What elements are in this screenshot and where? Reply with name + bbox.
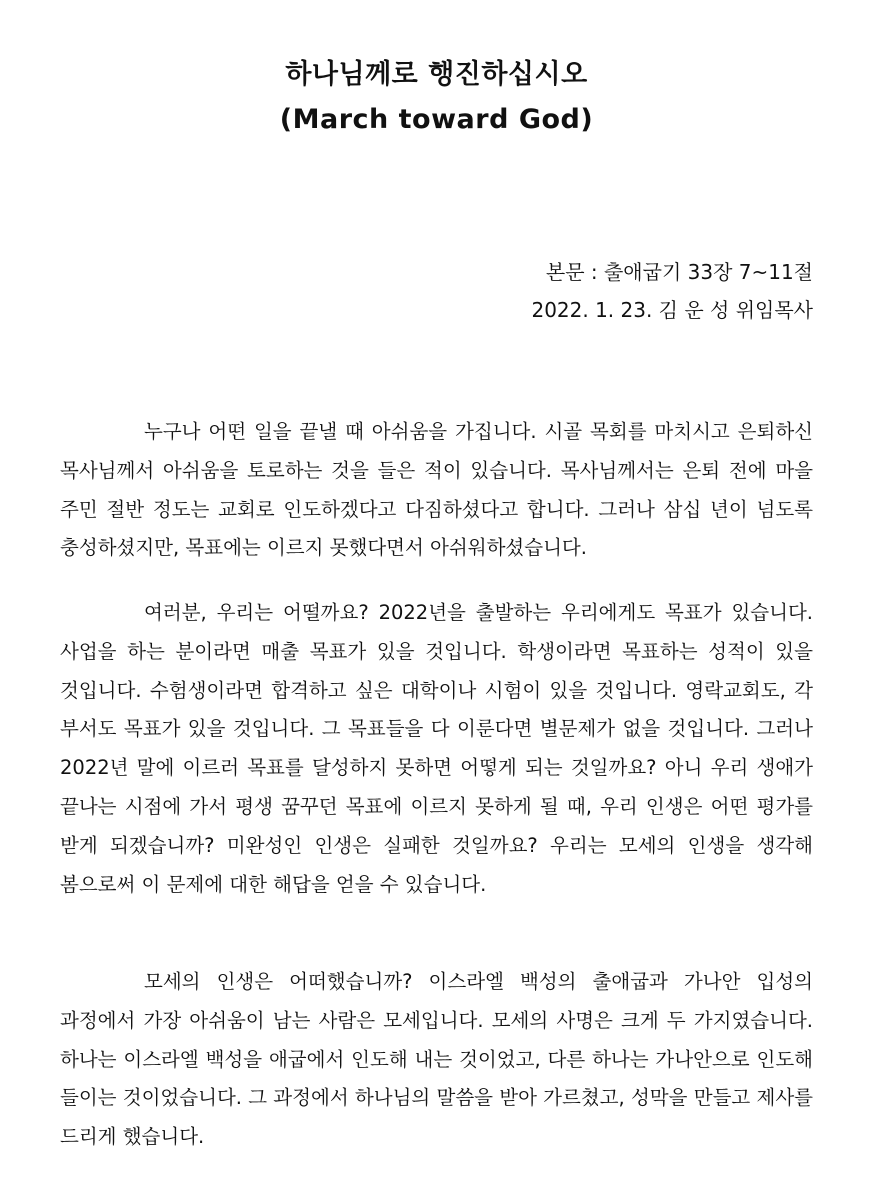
sermon-title-english: (March toward God) xyxy=(279,104,594,135)
scripture-reference: 본문 : 출애굽기 33장 7~11절 xyxy=(545,260,813,284)
paragraph-1: 누구나 어떤 일을 끝낼 때 아쉬움을 가집니다. 시골 목회를 마치시고 은퇴하신 목사님께서 아쉬움을 토로하는 것을 들은 적이 있습니다. 목사님께서는 은퇴 전에 마을 주민 절반 정도는 교회로 인도하겠다고 다짐하셨다고 합니다. 그러나 삼십 년이 넘도록 충성하셨지만, 목표에는 이르지 못했다면서 아쉬워하셨습니다. xyxy=(60,420,813,560)
sermon-title-korean: 하나님께로 행진하십시오 xyxy=(285,59,588,90)
date-and-preacher: 2022. 1. 23. 김 운 성 위임목사 xyxy=(531,298,813,322)
paragraph-3: 모세의 인생은 어떠했습니까? 이스라엘 백성의 출애굽과 가나안 입성의 과정에서 가장 아쉬움이 남는 사람은 모세입니다. 모세의 사명은 크게 두 가지였습니다. 하나는 이스라엘 백성을 애굽에서 인도해 내는 것이었고, 다른 하나는 가나안으로 인도해 들이는 것이었습니다. 그 과정에서 하나님의 말씀을 받아 가르쳤고, 성막을 만들고 제사를 드리게 했습니다. xyxy=(60,970,813,1149)
paragraph-2: 여러분, 우리는 어떨까요? 2022년을 출발하는 우리에게도 목표가 있습니다. 사업을 하는 분이라면 매출 목표가 있을 것입니다. 학생이라면 목표하는 성적이 있을 것입니다. 수험생이라면 합격하고 싶은 대학이나 시험이 있을 것입니다. 영락교회도, 각 부서도 목표가 있을 것입니다. 그 목표들을 다 이룬다면 별문제가 없을 것입니다. 그러나 2022년 말에 이르러 목표를 달성하지 못하면 어떻게 되는 것일까요? 아니 우리 생애가 끝나는 시점에 가서 평생 꿈꾸던 목표에 이르지 못하게 될 때, 우리 인생은 어떤 평가를 받게 되겠습니까? 미완성인 인생은 실패한 것일까요? 우리는 모세의 인생을 생각해 봄으로써 이 문제에 대한 해답을 얻을 수 있습니다. xyxy=(60,601,813,896)
